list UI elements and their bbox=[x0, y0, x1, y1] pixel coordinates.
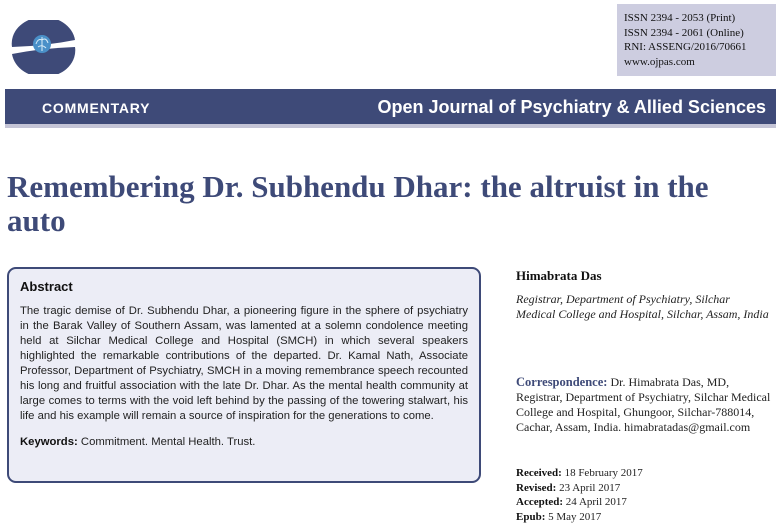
abstract-text: The tragic demise of Dr. Subhendu Dhar, a pioneering figure in the sphere of psychiatry in the Barak Valley of Southern Assam, was lamented at a solemn condolence meeting held at Silchar Medical College and Hospital (SMCH) in which several speakers highlighted the remarkable contributions of the departed. Dr. Kamal Nath, Associate Professor, Department of Psychiatry, SMCH in a moving remembrance speech recounted his long and fruitful association with the late Dr. Dhar. As the mental health community at large comes to terms with the void left behind by the passing of the towering stalwart, his life and his example will remain a source of inspiration for the generations to come. bbox=[20, 304, 468, 424]
issn-online: ISSN 2394 - 2061 (Online) bbox=[624, 26, 776, 41]
correspondence-email[interactable]: himabratadas@gmail.com bbox=[624, 420, 750, 434]
journal-banner bbox=[5, 89, 776, 128]
journal-logo bbox=[5, 20, 81, 74]
article-type: COMMENTARY bbox=[42, 100, 150, 116]
issn-print: ISSN 2394 - 2053 (Print) bbox=[624, 11, 776, 26]
epub-date-row bbox=[516, 510, 643, 524]
epub-date: 5 May 2017 bbox=[548, 511, 601, 523]
correspondence-block bbox=[516, 375, 774, 435]
correspondence-label: Correspondence: bbox=[516, 375, 607, 389]
rni-number: RNI: ASSENG/2016/70661 bbox=[624, 40, 776, 55]
journal-name: Open Journal of Psychiatry & Allied Sciences bbox=[378, 97, 766, 118]
author-affiliation: Registrar, Department of Psychiatry, Silchar Medical College and Hospital, Silchar, Assam, India bbox=[516, 292, 771, 322]
received-date: 18 February 2017 bbox=[565, 467, 643, 479]
revised-date: 23 April 2017 bbox=[559, 482, 620, 494]
accepted-date-row bbox=[516, 495, 643, 510]
abstract-heading: Abstract bbox=[20, 279, 468, 294]
brain-logo-icon bbox=[5, 20, 81, 74]
author-name: Himabrata Das bbox=[516, 268, 602, 284]
correspondence-address: Dr. Himabrata Das, MD, Registrar, Department of Psychiatry, Silchar Medical College and Hospital, Ghungoor, Silchar-788014, Cachar, Assam, India. bbox=[516, 375, 770, 434]
received-date-row bbox=[516, 466, 643, 481]
article-dates bbox=[516, 466, 643, 524]
accepted-label: Accepted: bbox=[516, 496, 563, 508]
article-title: Remembering Dr. Subhendu Dhar: the altruist in the auto bbox=[7, 170, 767, 238]
keywords bbox=[20, 436, 468, 448]
journal-info-box bbox=[617, 4, 776, 76]
keywords-label: Keywords: bbox=[20, 436, 78, 448]
epub-label: Epub: bbox=[516, 511, 545, 523]
keywords-list: Commitment. Mental Health. Trust. bbox=[81, 436, 256, 448]
revised-date-row bbox=[516, 481, 643, 496]
accepted-date: 24 April 2017 bbox=[566, 496, 627, 508]
received-label: Received: bbox=[516, 467, 562, 479]
abstract-box bbox=[7, 267, 481, 483]
revised-label: Revised: bbox=[516, 482, 556, 494]
journal-website: www.ojpas.com bbox=[624, 55, 776, 70]
